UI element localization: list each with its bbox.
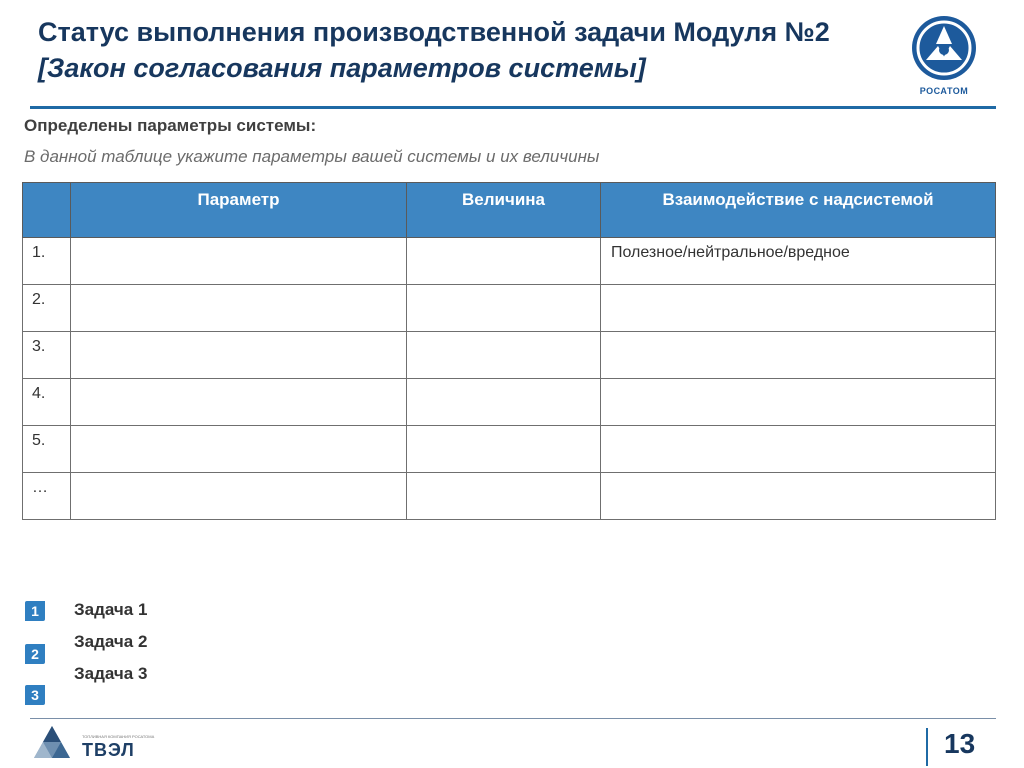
- interaction-cell[interactable]: [601, 426, 996, 473]
- table-row: [23, 473, 996, 520]
- row-number: 3.: [23, 332, 71, 379]
- interaction-cell[interactable]: Полезное/нейтральное/вредное: [601, 238, 996, 285]
- header-interaction: Взаимодействие с надсистемой: [601, 183, 996, 238]
- header-parameter: Параметр: [71, 183, 407, 238]
- interaction-cell[interactable]: [601, 473, 996, 520]
- tvel-emblem-icon: [30, 724, 74, 764]
- parameter-cell[interactable]: [71, 332, 407, 379]
- tvel-tagline: ТОПЛИВНАЯ КОМПАНИЯ РОСАТОМА: [82, 734, 155, 739]
- row-number: …: [23, 473, 71, 520]
- parameter-cell[interactable]: [71, 379, 407, 426]
- row-number: 4.: [23, 379, 71, 426]
- interaction-cell[interactable]: [601, 379, 996, 426]
- task-1-badge-icon: [24, 600, 46, 622]
- task-2-badge-icon: [24, 643, 46, 665]
- task-1-label: Задача 1: [74, 600, 148, 619]
- table-row: [23, 332, 996, 379]
- interaction-cell[interactable]: [601, 285, 996, 332]
- rosatom-emblem-icon: [908, 12, 980, 84]
- value-cell[interactable]: [407, 285, 601, 332]
- parameter-cell[interactable]: [71, 238, 407, 285]
- interaction-cell[interactable]: [601, 332, 996, 379]
- tvel-wordmark: ТВЭЛ: [82, 740, 135, 760]
- rosatom-logo-text: РОСАТОМ: [919, 86, 969, 96]
- header-value: Величина: [407, 183, 601, 238]
- header-divider: [30, 106, 996, 109]
- row-number: 2.: [23, 285, 71, 332]
- instruction-text: В данной таблице укажите параметры вашей системы и их величины: [24, 147, 600, 166]
- rosatom-logo: [908, 12, 980, 102]
- value-cell[interactable]: [407, 332, 601, 379]
- header-number: [23, 183, 71, 238]
- task-3-label: Задача 3: [74, 664, 148, 683]
- footer-divider: [30, 718, 996, 719]
- tvel-logo: [30, 722, 160, 766]
- row-number: 1.: [23, 238, 71, 285]
- row-number: 5.: [23, 426, 71, 473]
- task-2-badge-number: 2: [31, 646, 39, 662]
- table-header-row: [23, 183, 996, 238]
- parameters-table: [22, 182, 996, 520]
- table-row: [23, 238, 996, 285]
- value-cell[interactable]: [407, 238, 601, 285]
- table-row: [23, 426, 996, 473]
- slide-title: Статус выполнения производственной задачи Модуля №2: [38, 17, 830, 47]
- parameter-cell[interactable]: [71, 473, 407, 520]
- value-cell[interactable]: [407, 473, 601, 520]
- parameter-cell[interactable]: [71, 426, 407, 473]
- table-row: [23, 285, 996, 332]
- task-3-badge-number: 3: [31, 687, 39, 703]
- value-cell[interactable]: [407, 426, 601, 473]
- task-1-badge-number: 1: [31, 603, 39, 619]
- table-row: [23, 379, 996, 426]
- footer-page-separator: [926, 728, 928, 766]
- page-number: 13: [944, 728, 976, 759]
- value-cell[interactable]: [407, 379, 601, 426]
- slide-subtitle-law: [Закон согласования параметров системы]: [38, 53, 646, 83]
- task-2-label: Задача 2: [74, 632, 148, 651]
- section-heading: Определены параметры системы:: [24, 116, 317, 135]
- parameter-cell[interactable]: [71, 285, 407, 332]
- task-3-badge-icon: [24, 684, 46, 706]
